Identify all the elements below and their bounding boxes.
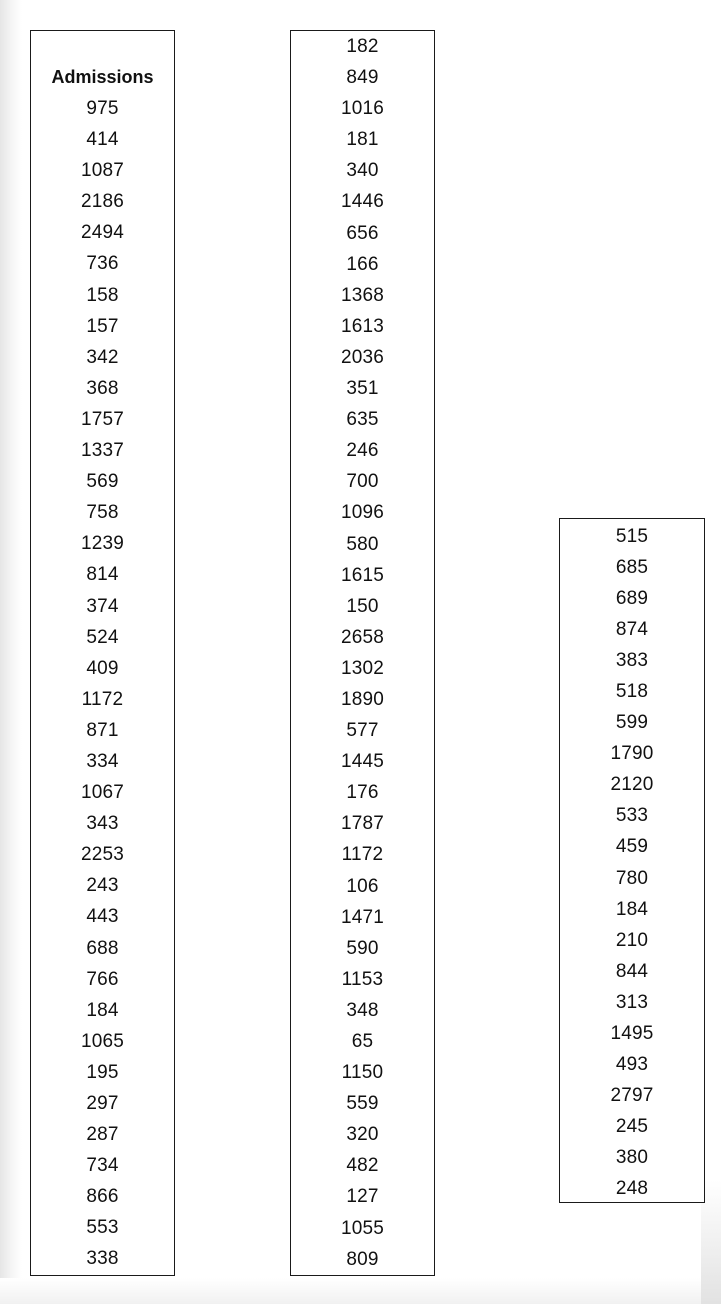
admissions-value: 374 [86, 595, 119, 617]
admissions-value: 780 [615, 867, 649, 889]
admissions-value: 340 [346, 160, 379, 182]
admissions-column-2 [290, 30, 435, 1276]
admissions-value: 2494 [80, 222, 125, 244]
admissions-value: 2120 [610, 774, 654, 796]
admissions-value: 1368 [340, 284, 385, 306]
admissions-value: 1787 [340, 813, 385, 835]
page-shadow-bottom [0, 1278, 721, 1304]
admissions-value: 1087 [80, 160, 125, 182]
admissions-value: 1337 [80, 440, 125, 462]
admissions-value: 127 [346, 1186, 379, 1208]
admissions-value: 2253 [80, 844, 125, 866]
admissions-value: 758 [86, 502, 119, 524]
admissions-value: 635 [346, 409, 379, 431]
admissions-value: 166 [346, 253, 379, 275]
admissions-value: 1613 [340, 315, 385, 337]
admissions-value: 689 [615, 588, 649, 610]
admissions-value: 1065 [80, 1030, 125, 1052]
admissions-value: 1757 [80, 408, 125, 430]
admissions-value: 313 [615, 991, 649, 1013]
admissions-value: 577 [346, 720, 379, 742]
admissions-value: 866 [86, 1186, 119, 1208]
admissions-value: 106 [346, 875, 379, 897]
admissions-list-3 [560, 521, 704, 1204]
admissions-value: 1172 [81, 688, 124, 710]
admissions-value: 553 [86, 1217, 119, 1239]
admissions-value: 1302 [340, 657, 385, 679]
admissions-value: 533 [615, 805, 649, 827]
admissions-value: 181 [346, 129, 379, 151]
admissions-value: 1239 [80, 533, 125, 555]
admissions-value: 348 [346, 999, 379, 1021]
admissions-value: 590 [346, 937, 379, 959]
admissions-value: 1067 [80, 782, 125, 804]
admissions-value: 515 [615, 526, 649, 547]
admissions-value: 580 [346, 533, 379, 555]
admissions-value: 1016 [340, 98, 385, 120]
admissions-value: 414 [86, 129, 119, 151]
admissions-value: 559 [346, 1093, 379, 1115]
admissions-value: 368 [86, 377, 119, 399]
admissions-value: 844 [615, 960, 649, 982]
admissions-value: 1055 [340, 1217, 385, 1239]
admissions-value: 518 [615, 681, 649, 703]
admissions-value: 874 [615, 619, 649, 641]
admissions-value: 184 [615, 898, 649, 920]
admissions-value: 1445 [340, 751, 385, 773]
admissions-value: 1890 [340, 688, 385, 710]
admissions-value: 184 [86, 999, 119, 1021]
admissions-value: 320 [346, 1124, 379, 1146]
admissions-value: 1172 [341, 844, 384, 866]
admissions-value: 1615 [340, 564, 385, 586]
admissions-value: 409 [86, 657, 119, 679]
admissions-column-1 [30, 30, 175, 1276]
admissions-list-2 [291, 31, 434, 1275]
admissions-value: 243 [86, 875, 119, 897]
admissions-value: 814 [86, 564, 119, 586]
admissions-value: 1446 [340, 191, 385, 213]
admissions-value: 343 [86, 813, 119, 835]
admissions-value: 2658 [340, 626, 385, 648]
admissions-value: 459 [615, 836, 649, 858]
admissions-value: 685 [615, 557, 649, 579]
admissions-value: 176 [346, 782, 379, 804]
admissions-list-1 [31, 93, 174, 1275]
admissions-value: 383 [615, 650, 649, 672]
admissions-value: 342 [86, 346, 119, 368]
admissions-value: 766 [86, 968, 119, 990]
admissions-value: 248 [615, 1177, 649, 1199]
admissions-value: 157 [86, 315, 119, 337]
admissions-value: 158 [86, 284, 119, 306]
admissions-value: 656 [346, 222, 379, 244]
admissions-value: 2036 [340, 346, 385, 368]
admissions-value: 1790 [610, 743, 654, 765]
admissions-value: 1471 [340, 906, 385, 928]
admissions-value: 2797 [610, 1084, 654, 1106]
admissions-column-3 [559, 518, 705, 1203]
admissions-value: 688 [86, 937, 119, 959]
admissions-header: Admissions [51, 67, 154, 87]
admissions-value: 1495 [610, 1022, 654, 1044]
admissions-value: 809 [346, 1248, 379, 1270]
admissions-value: 599 [615, 712, 649, 734]
admissions-value: 975 [86, 98, 119, 119]
admissions-value: 338 [86, 1248, 119, 1270]
admissions-value: 210 [615, 929, 649, 951]
admissions-value: 245 [615, 1115, 649, 1137]
admissions-value: 65 [351, 1031, 374, 1052]
admissions-value: 736 [86, 253, 119, 275]
admissions-value: 871 [86, 719, 119, 741]
admissions-value: 482 [346, 1155, 379, 1177]
admissions-value: 380 [615, 1146, 649, 1168]
admissions-value: 734 [86, 1155, 119, 1177]
admissions-value: 195 [86, 1061, 119, 1083]
admissions-value: 334 [86, 750, 119, 772]
admissions-value: 1096 [340, 502, 385, 524]
page-shadow-left [0, 0, 22, 1304]
admissions-value: 849 [346, 67, 379, 89]
admissions-value: 700 [346, 471, 379, 493]
admissions-value: 443 [86, 906, 119, 928]
admissions-value: 569 [86, 471, 119, 493]
admissions-value: 182 [346, 36, 379, 57]
admissions-value: 1150 [341, 1062, 384, 1084]
admissions-value: 2186 [80, 191, 125, 213]
admissions-value: 150 [346, 595, 379, 617]
admissions-value: 1153 [341, 968, 384, 990]
admissions-value: 246 [346, 440, 379, 462]
admissions-value: 493 [615, 1053, 649, 1075]
admissions-value: 524 [86, 626, 119, 648]
admissions-value: 297 [86, 1093, 119, 1114]
admissions-value: 351 [346, 378, 379, 400]
admissions-value: 287 [86, 1124, 119, 1146]
